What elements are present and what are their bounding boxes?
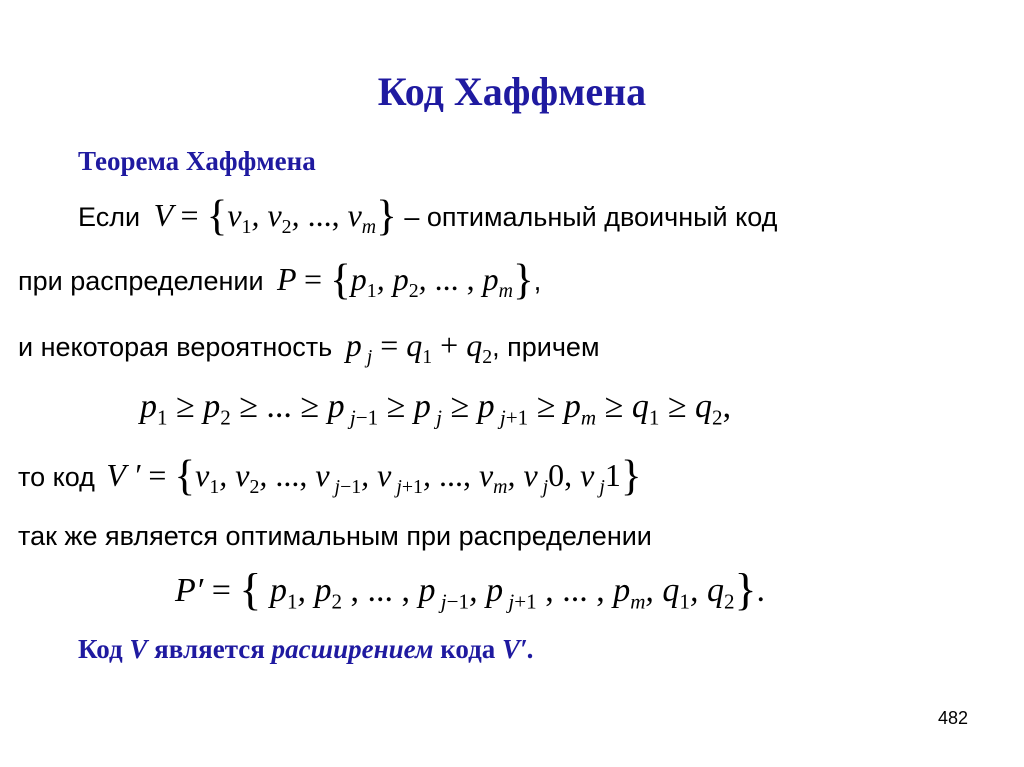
conclusion-word-is: является bbox=[154, 634, 265, 664]
formula-pj: p $_j = q_1 + q_2$ bbox=[345, 327, 493, 368]
optimal-code-text: – оптимальный двоичный код bbox=[404, 202, 778, 232]
distribution-label: при распределении bbox=[18, 266, 264, 296]
formula-inequality: $p_1 \ge p_2$ ≥ ... ≥ p $_{j-1}$ ≥ p $_j$ ≥ p $_{j+1} \ge p_m \ge q_1 \ge q_2$, bbox=[140, 388, 732, 430]
line-distribution bbox=[18, 256, 542, 304]
conclusion-extension: расширением bbox=[271, 634, 434, 664]
formula-p: $P = \{p_1$, $p_2$, ... , $p_m$} bbox=[277, 256, 534, 304]
moreover-text: , причем bbox=[492, 332, 600, 362]
conclusion-var-v-prime: V′. bbox=[502, 634, 535, 664]
line-probability bbox=[18, 327, 600, 368]
conclusion-word-code: Код bbox=[78, 634, 123, 664]
formula-v-prime: V ′ = {$v_1$, $v_2$, ..., v $_{j-1}$, v $_{j+1}$, ..., $v_m$, v $_j$0, v $_j$1} bbox=[106, 452, 642, 500]
formula-v: $V = \{v_1$, $v_2$, ..., $v_m$} bbox=[153, 192, 397, 240]
conclusion-var-v: V bbox=[129, 634, 148, 664]
if-label: Если bbox=[78, 202, 141, 232]
theorem-heading: Теорема Хаффмена bbox=[78, 146, 316, 176]
conclusion-line bbox=[78, 634, 534, 665]
page-number: 482 bbox=[937, 708, 968, 728]
slide-title: Код Хаффмена bbox=[377, 69, 647, 114]
formula-p-prime: P′ = { $p_1$, $p_2$ , ... , p $_{j-1}$, p $_{j+1}$ , ... , $p_m$, $q_1$, $q_2$}. bbox=[175, 563, 766, 615]
line-if bbox=[78, 192, 778, 240]
line-then-code bbox=[18, 452, 642, 500]
comma: , bbox=[533, 266, 542, 296]
line-also-optimal: так же является оптимальным при распределении bbox=[18, 521, 652, 551]
probability-label: и некоторая вероятность bbox=[18, 332, 333, 362]
then-code-label: то код bbox=[18, 462, 95, 492]
conclusion-word-of-code: кода bbox=[440, 634, 496, 664]
